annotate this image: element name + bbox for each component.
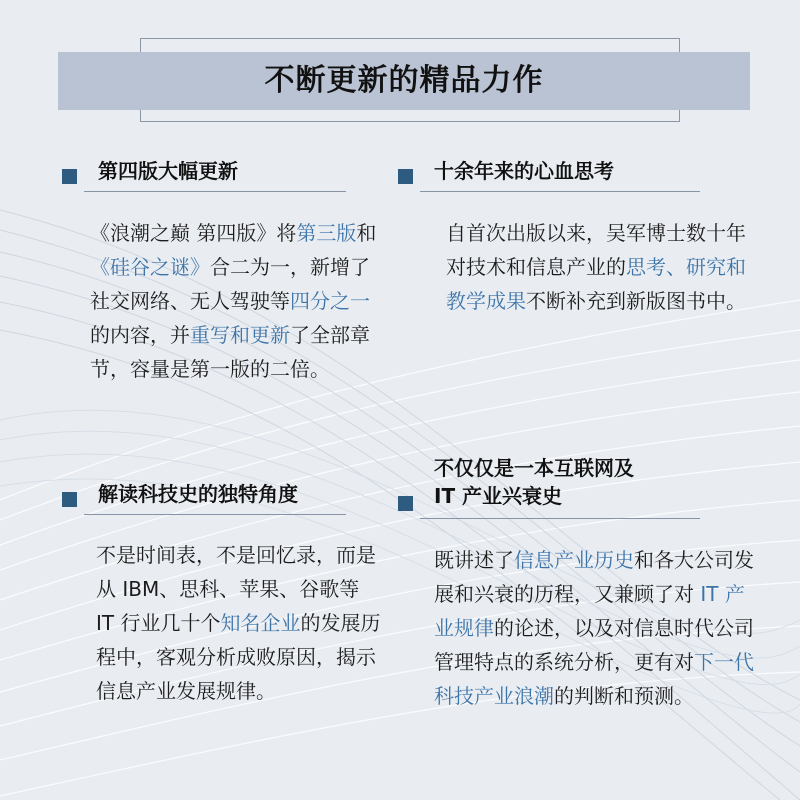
heading-underline xyxy=(420,191,700,192)
bullet-square-icon xyxy=(398,496,413,511)
heading-underline xyxy=(84,191,346,192)
section-body: 《浪潮之巅 第四版》将第三版和《硅谷之谜》合二为一，新增了社交网络、无人驾驶等四分之一的内容，并重写和更新了全部章节，容量是第一版的二倍。 xyxy=(90,221,377,381)
heading-underline xyxy=(420,518,700,519)
section-heading-line-1: 不仅仅是一本互联网及 xyxy=(434,456,634,480)
section-body: 不是时间表，不是回忆录，而是从 IBM、思科、苹果、谷歌等 IT 行业几十个知名企业的发展历程中，客观分析成败原因，揭示信息产业发展规律。 xyxy=(96,543,381,703)
section-heading-text: 第四版大幅更新 xyxy=(98,159,238,183)
bullet-square-icon xyxy=(62,492,77,507)
bullet-square-icon xyxy=(398,169,413,184)
section-body: 自首次出版以来，吴军博士数十年对技术和信息产业的思考、研究和教学成果不断补充到新版图书中。 xyxy=(446,221,746,313)
heading-underline xyxy=(84,514,346,515)
bullet-square-icon xyxy=(62,169,77,184)
section-heading-line-2: IT 产业兴衰史 xyxy=(434,484,563,508)
section-heading-text: 十余年来的心血思考 xyxy=(434,159,614,183)
page-title: 不断更新的精品力作 xyxy=(264,63,544,98)
section-body: 既讲述了信息产业历史和各大公司发展和兴衰的历程，又兼顾了对 IT 产业规律的论述，以及对信息时代公司管理特点的系统分析，更有对下一代科技产业浪潮的判断和预测。 xyxy=(434,548,754,708)
section-heading-text: 解读科技史的独特角度 xyxy=(98,482,298,506)
